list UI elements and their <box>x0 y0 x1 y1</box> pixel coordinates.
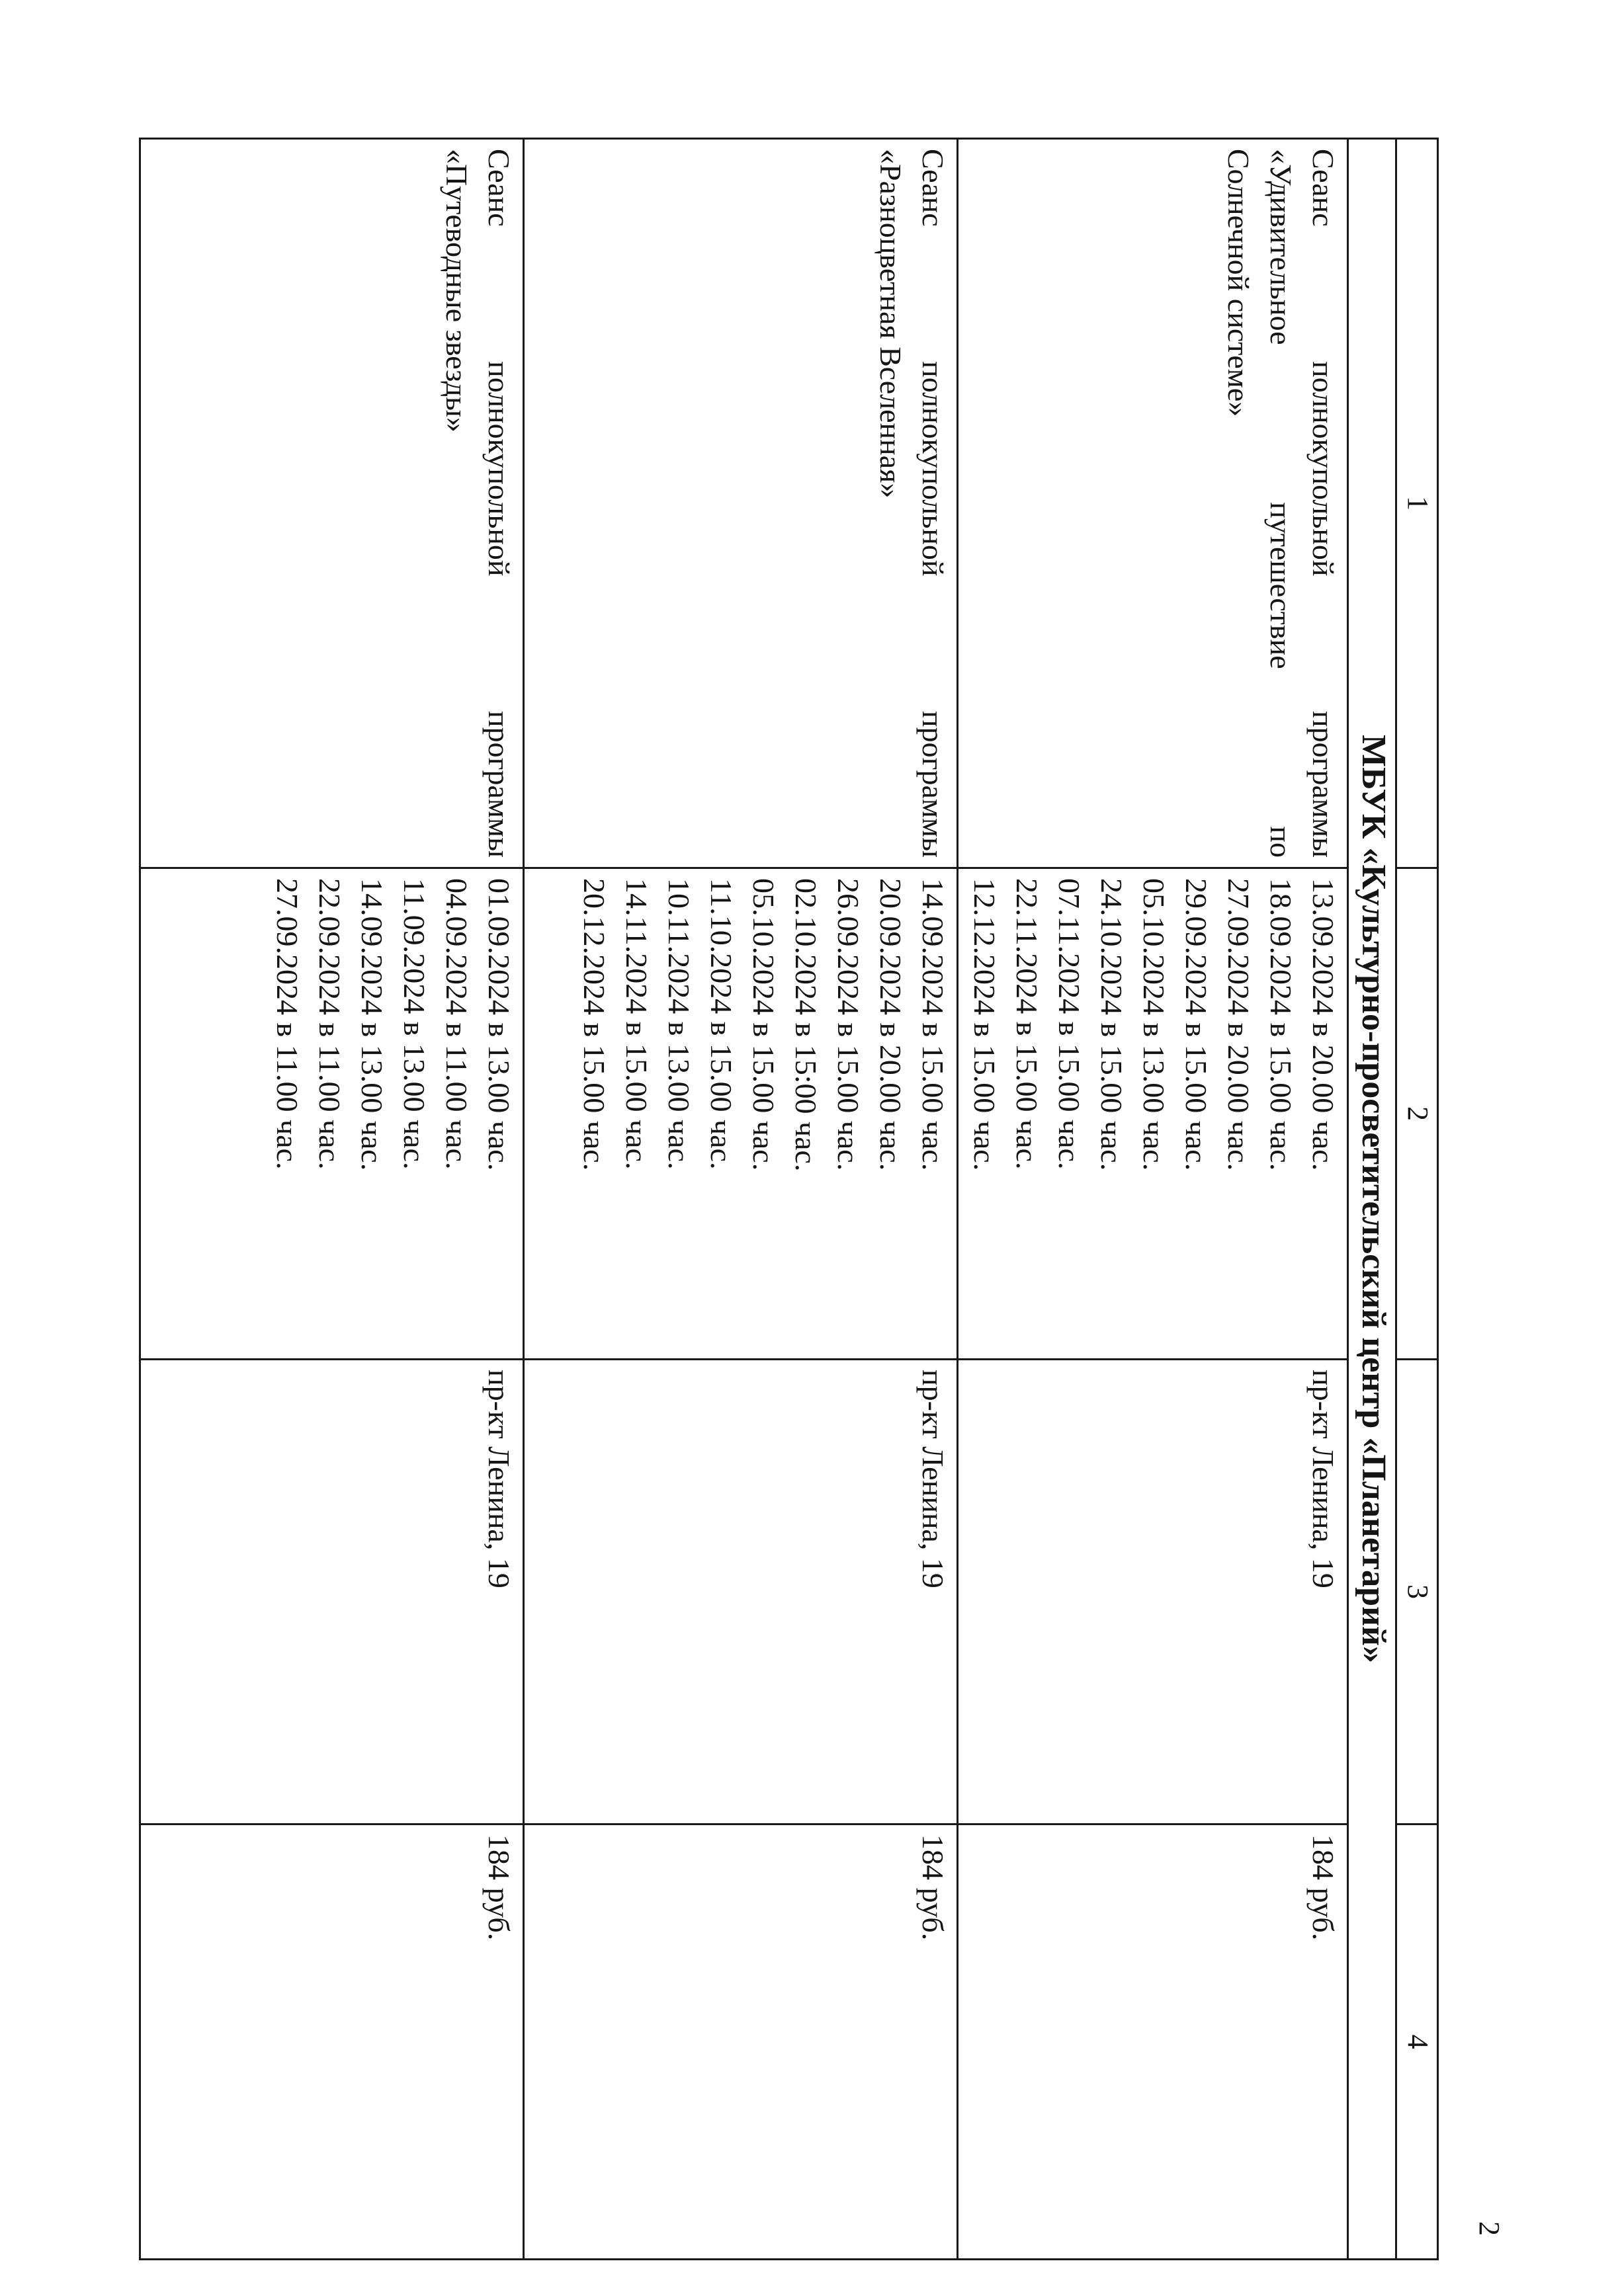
event-date: 26.09.2024 в 15.00 час. <box>831 878 865 1171</box>
event-title <box>524 139 958 868</box>
table-row <box>524 139 958 2260</box>
table-row <box>958 139 1348 2260</box>
event-date: 27.09.2024 в 11.00 час. <box>271 878 304 1170</box>
event-title-line: Сеанс полнокупольной программы <box>1306 149 1340 858</box>
event-date: 22.11.2024 в 15.00 час. <box>1010 878 1044 1170</box>
event-title <box>140 139 524 868</box>
event-date: 12.12.2024 в 15.00 час. <box>968 878 1001 1171</box>
column-number-2: 2 <box>1396 868 1438 1360</box>
event-date: 20.09.2024 в 20.00 час. <box>874 878 908 1171</box>
column-number-1: 1 <box>1396 139 1438 868</box>
event-title-line: «Путеводные звезды» <box>440 149 474 432</box>
event-date: 14.09.2024 в 13.00 час. <box>355 878 389 1171</box>
event-dates <box>140 868 524 1360</box>
event-title-line: «Разноцветная Вселенная» <box>874 149 908 499</box>
event-title <box>958 139 1348 868</box>
event-date: 14.11.2024 в 15.00 час. <box>620 878 654 1170</box>
event-date: 11.09.2024 в 13.00 час. <box>398 878 431 1170</box>
organization-title: МБУК «Культурно-просветительский центр «Планетарий» <box>1348 139 1396 2260</box>
event-price: 184 руб. <box>958 1824 1348 2260</box>
events-table <box>139 138 1439 2260</box>
event-date: 05.10.2024 в 15.00 час. <box>747 878 781 1171</box>
event-date: 27.09.2024 в 20.00 час. <box>1222 878 1256 1171</box>
event-date: 14.09.2024 в 15.00 час. <box>916 878 950 1171</box>
event-address: пр-кт Ленина, 19 <box>524 1360 958 1824</box>
page-number: 2 <box>1473 2221 1506 2236</box>
event-date: 07.11.2024 в 15.00 час. <box>1052 878 1086 1170</box>
event-dates <box>524 868 958 1360</box>
event-date: 24.10.2024 в 15.00 час. <box>1095 878 1128 1171</box>
event-title-line: «Удивительное путешествие по <box>1264 149 1298 858</box>
column-number-row <box>1396 139 1438 2260</box>
event-title-line: Солнечной системе» <box>1222 149 1256 417</box>
event-date: 11.10.2024 в 15.00 час. <box>704 878 738 1170</box>
event-date: 18.09.2024 в 15.00 час. <box>1264 878 1298 1171</box>
event-date: 10.11.2024 в 13.00 час. <box>662 878 696 1170</box>
event-date: 04.09.2024 в 11.00 час. <box>440 878 474 1170</box>
event-price: 184 руб. <box>524 1824 958 2260</box>
event-date: 02.10.2024 в 15:00 час. <box>789 878 823 1172</box>
event-date: 29.09.2024 в 15.00 час. <box>1179 878 1213 1171</box>
event-date: 22.09.2024 в 11.00 час. <box>313 878 347 1170</box>
event-address: пр-кт Ленина, 19 <box>958 1360 1348 1824</box>
event-address: пр-кт Ленина, 19 <box>140 1360 524 1824</box>
column-number-3: 3 <box>1396 1360 1438 1824</box>
event-date: 13.09.2024 в 20.00 час. <box>1306 878 1340 1171</box>
event-dates <box>958 868 1348 1360</box>
table-row <box>140 139 524 2260</box>
event-title-line: Сеанс полнокупольной программы <box>482 149 516 858</box>
event-date: 20.12.2024 в 15.00 час. <box>577 878 611 1171</box>
column-number-4: 4 <box>1396 1824 1438 2260</box>
organization-row <box>1348 139 1396 2260</box>
event-price: 184 руб. <box>140 1824 524 2260</box>
event-title-line: Сеанс полнокупольной программы <box>916 149 950 858</box>
event-date: 05.10.2024 в 13.00 час. <box>1137 878 1171 1171</box>
event-date: 01.09.2024 в 13.00 час. <box>482 878 516 1171</box>
